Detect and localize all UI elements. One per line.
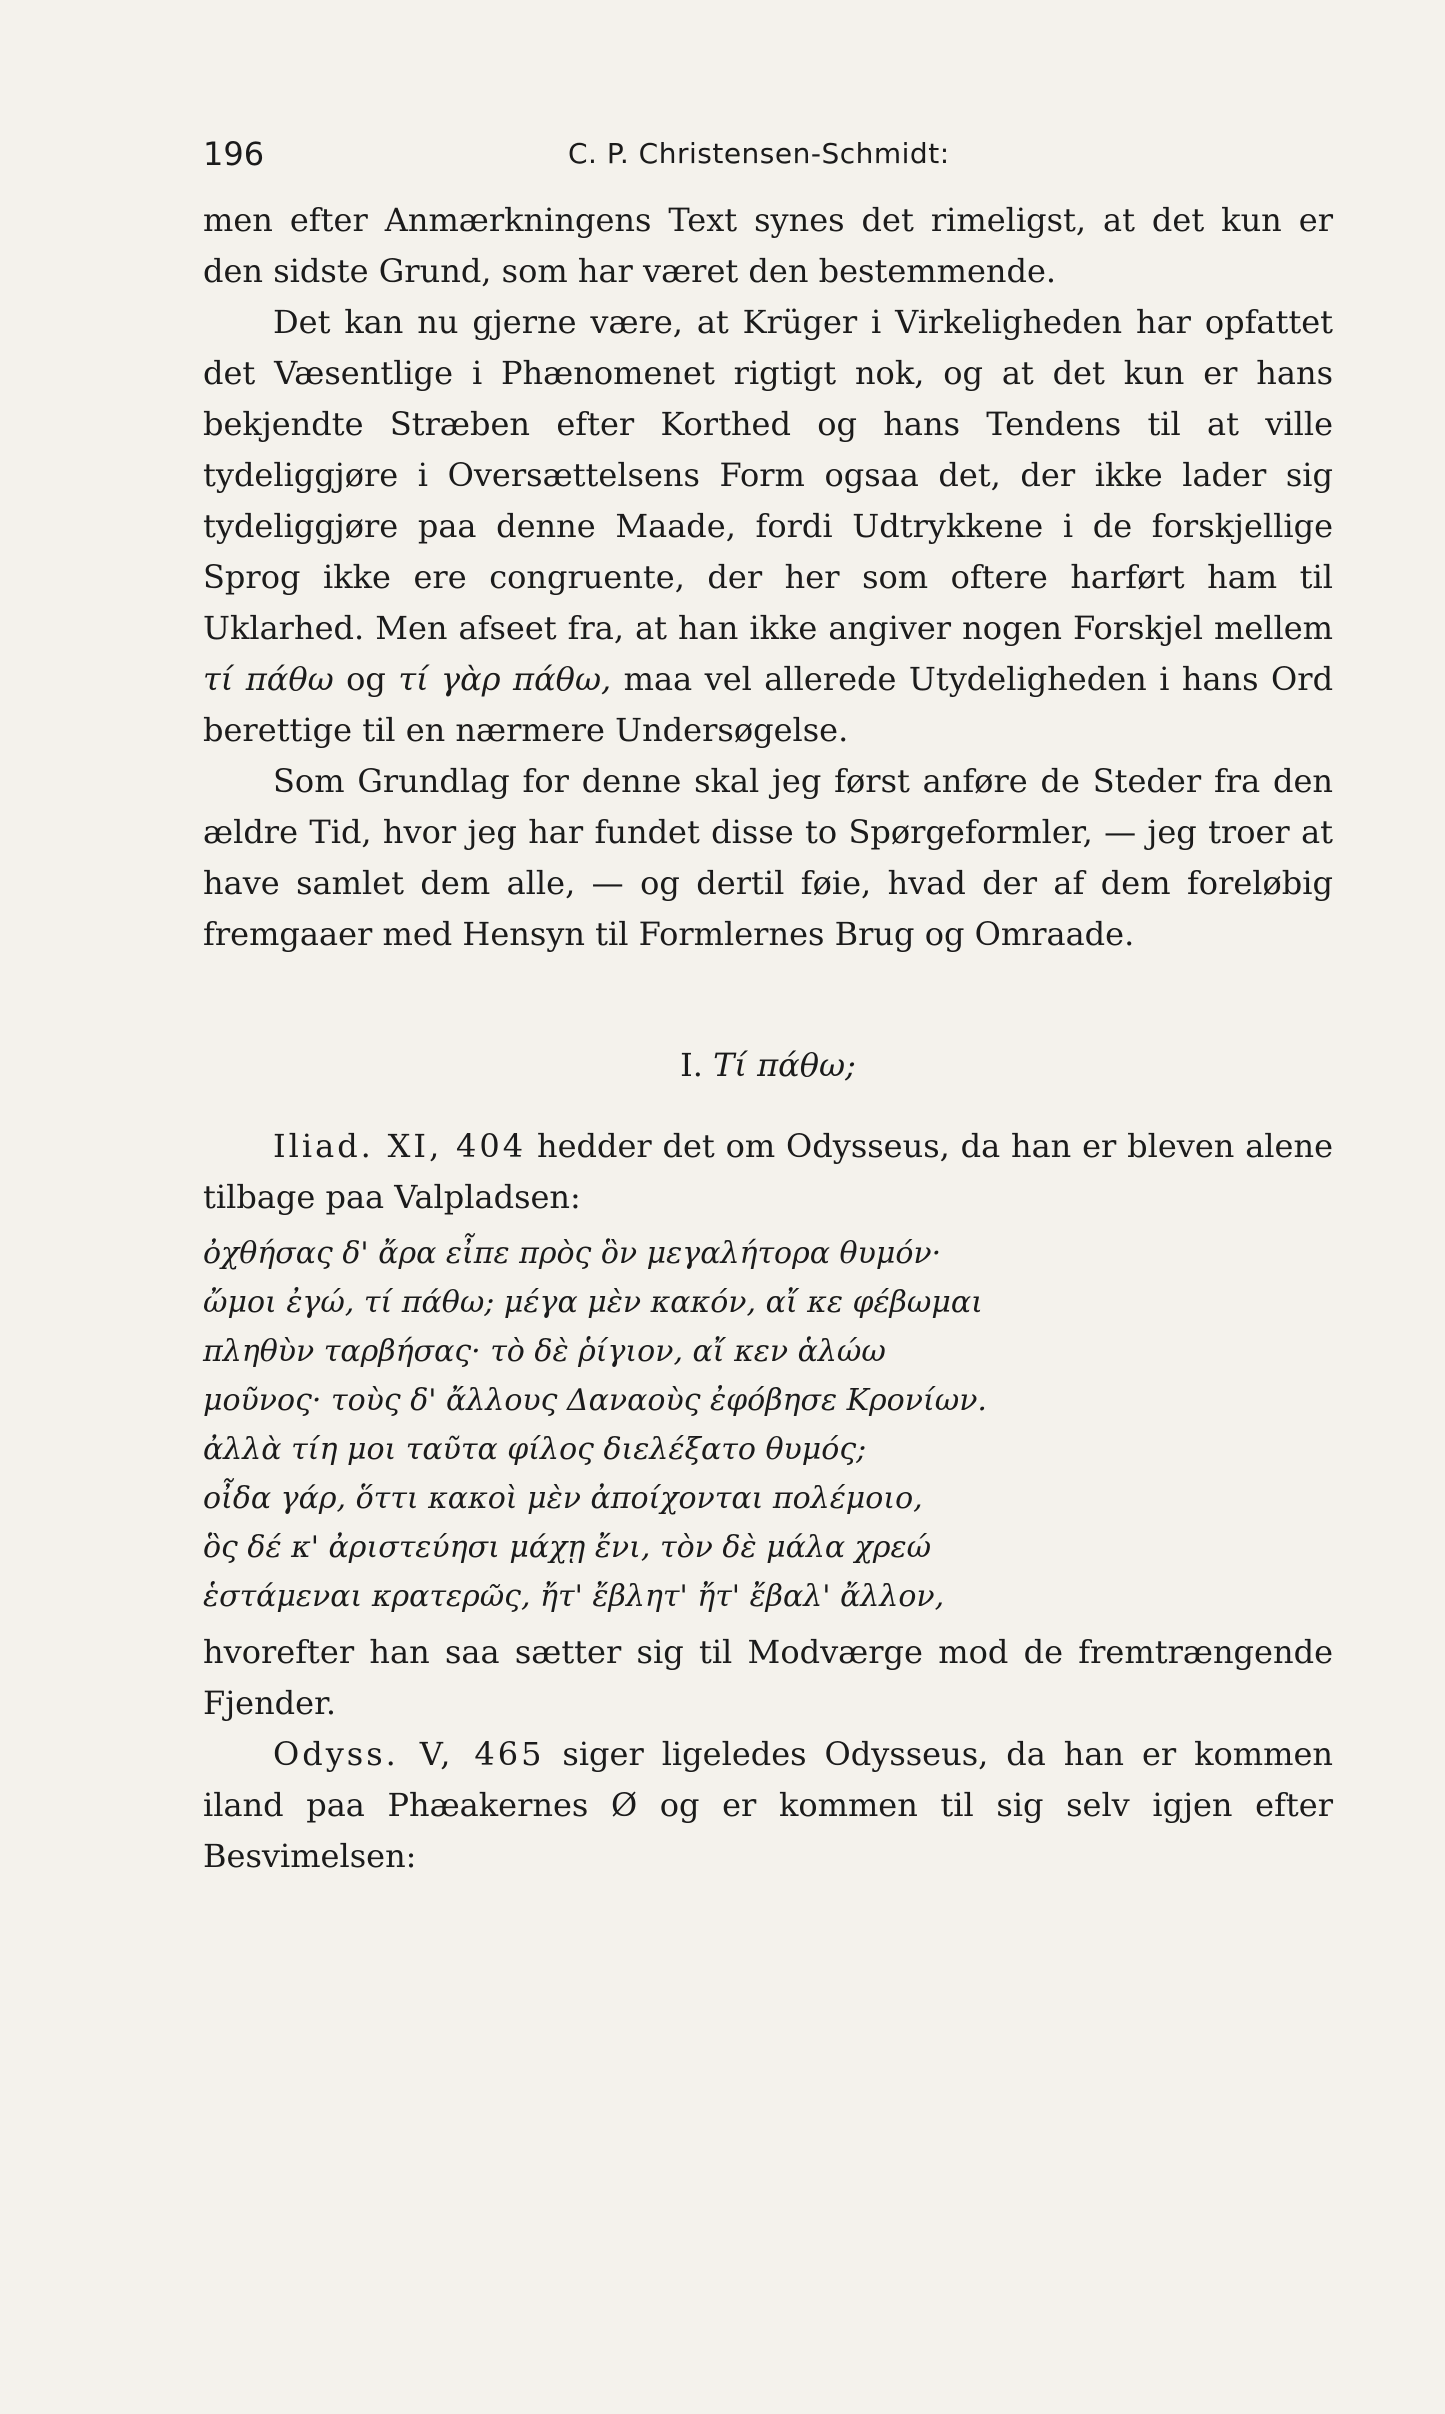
verse-line: ὃς δέ κ' ἀριστεύησι μάχῃ ἔνι, τὸν δὲ μάλα χρεώ — [203, 1530, 932, 1565]
citation-iliad: Iliad. XI, 404 — [273, 1127, 527, 1165]
verse-line: ἀλλὰ τίη μοι ταῦτα φίλος διελέξατο θυμός; — [203, 1432, 867, 1467]
citation-odyssey: Odyss. V, 465 — [273, 1735, 545, 1773]
conjunction-og: og — [346, 660, 386, 698]
greek-phrase-ti-gar-patho: τί γὰρ πάθω, — [398, 660, 612, 698]
section-title: Τί πάθω; — [713, 1046, 856, 1084]
paragraph-6 — [203, 1729, 1333, 1882]
verse-line: μοῦνος· τοὺς δ' ἄλλους Δαναοὺς ἐφόβησε Κρονίων. — [203, 1383, 987, 1418]
verse-line: ὤμοι ἐγώ, τί πάθω; μέγα μὲν κακόν, αἴ κε φέβωμαι — [203, 1285, 983, 1320]
page-body — [203, 195, 1333, 1882]
paragraph-3: Som Grundlag for denne skal jeg først anføre de Steder fra den ældre Tid, hvor jeg har fundet disse to Spørgeformler, — jeg troer at have samlet dem alle, — og dertil føie, hvad der af dem foreløbig fremgaaer med Hensyn til Formlernes Brug og Omraade. — [203, 762, 1333, 953]
paragraph-2-text-a: Det kan nu gjerne være, at Krüger i Virkeligheden har opfattet det Væsentlige i Phænomenet rigtigt nok, og at det kun er hans bekjendte Stræben efter Korthed og hans Tendens til at ville tydeliggjøre i Oversættelsens Form ogsaa det, der ikke lader sig tydeliggjøre paa denne Maade, fordi Udtrykkene i de forskjellige Sprog ikke ere congruente, der her som oftere harført ham til Uklarhed. Men afseet fra, at han ikke angiver nogen Forskjel mellem — [203, 303, 1333, 647]
page-number: 196 — [203, 135, 265, 173]
greek-verse-block — [203, 1229, 1333, 1621]
verse-line: ἑστάμεναι κρατερῶς, ἤτ' ἔβλητ' ἤτ' ἔβαλ' ἄλλον, — [203, 1579, 945, 1614]
paragraph-2 — [203, 297, 1333, 756]
verse-line: οἶδα γάρ, ὅττι κακοὶ μὲν ἀποίχονται πολέμοιο, — [203, 1481, 923, 1516]
section-heading — [203, 1040, 1333, 1091]
running-title: C. P. Christensen-Schmidt: — [568, 137, 950, 170]
paragraph-1: men efter Anmærkningens Text synes det rimeligst, at det kun er den sidste Grund, som har været den bestemmende. — [203, 201, 1333, 290]
greek-phrase-ti-patho: τί πάθω — [203, 660, 334, 698]
paragraph-2-text-b: maa vel allerede Utydeligheden i hans Ord berettige til en nærmere Undersøgelse. — [203, 660, 1334, 749]
paragraph-6-text: siger ligeledes Odysseus, da han er kommen iland paa Phæakernes Ø og er kommen til sig selv igjen efter Besvimelsen: — [203, 1735, 1334, 1875]
section-number: I. — [680, 1046, 703, 1084]
verse-line: ὀχθήσας δ' ἄρα εἶπε πρὸς ὃν μεγαλήτορα θυμόν· — [203, 1236, 942, 1271]
verse-line: πληθὺν ταρβήσας· τὸ δὲ ῥίγιον, αἴ κεν ἁλώω — [203, 1334, 886, 1369]
paragraph-5: hvorefter han saa sætter sig til Modværge mod de fremtrængende Fjender. — [203, 1633, 1333, 1722]
paragraph-4 — [203, 1121, 1333, 1223]
paragraph-4-text: hedder det om Odysseus, da han er bleven alene tilbage paa Valpladsen: — [203, 1127, 1334, 1216]
